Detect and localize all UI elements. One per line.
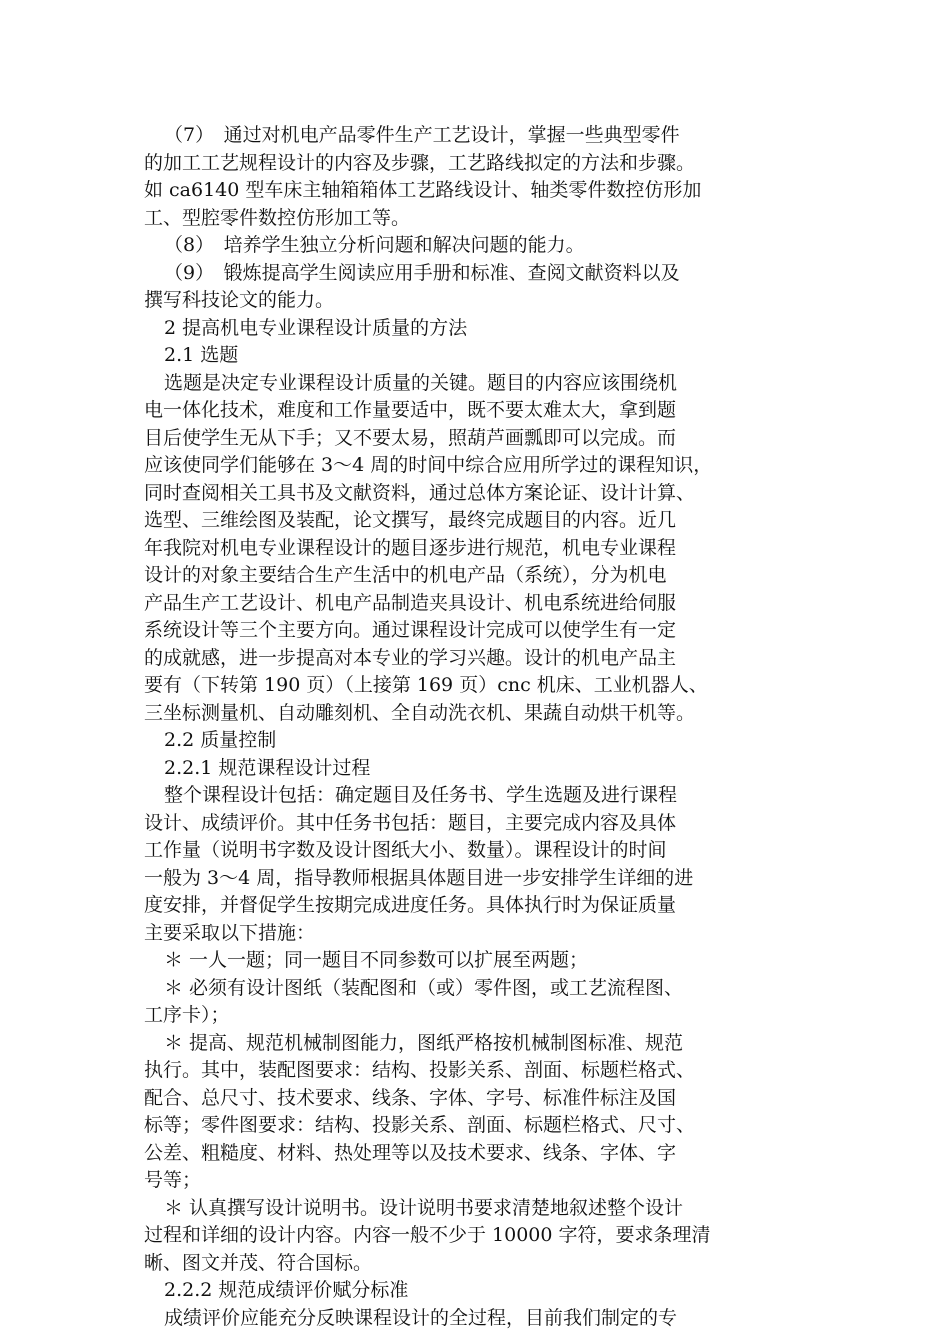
text-line: 2.1 选题 bbox=[164, 344, 239, 366]
text-line: 设计、成绩评价。其中任务书包括：题目，主要完成内容及具体 bbox=[144, 811, 677, 834]
text-line: 电一体化技术，难度和工作量要适中，既不要太难太大，拿到题 bbox=[144, 399, 677, 421]
text-line: 2 提高机电专业课程设计质量的方法 bbox=[164, 316, 468, 339]
text-line: 2.2.2 规范成绩评价赋分标准 bbox=[164, 1279, 409, 1301]
text-line: 晰、图文并茂、符合国标。 bbox=[144, 1251, 373, 1274]
text-line: 如 ca6140 型车床主轴箱箱体工艺路线设计、轴类零件数控仿形加 bbox=[144, 179, 702, 201]
text-line: 目后使学生无从下手；又不要太易，照葫芦画瓢即可以完成。而 bbox=[144, 426, 677, 449]
text-line: 配合、总尺寸、技术要求、线条、字体、字号、标准件标注及国 bbox=[144, 1086, 677, 1109]
text-line: 度安排，并督促学生按期完成进度任务。具体执行时为保证质量 bbox=[144, 894, 677, 916]
text-line: 要有（下转第 190 页）（上接第 169 页）cnc 机床、工业机器人、 bbox=[144, 674, 708, 696]
text-line: ＊ 认真撰写设计说明书。设计说明书要求清楚地叙述整个设计 bbox=[164, 1196, 684, 1219]
text-line: 设计的对象主要结合生产生活中的机电产品（系统），分为机电 bbox=[144, 564, 667, 586]
text-line: 成绩评价应能充分反映课程设计的全过程，目前我们制定的专 bbox=[164, 1306, 678, 1329]
text-line: ＊ 提高、规范机械制图能力，图纸严格按机械制图标准、规范 bbox=[164, 1031, 684, 1054]
text-line: 2.2 质量控制 bbox=[164, 729, 277, 751]
text-line: 工作量（说明书字数及设计图纸大小、数量）。课程设计的时间 bbox=[144, 839, 667, 861]
text-line: 过程和详细的设计内容。内容一般不少于 10000 字符，要求条理清 bbox=[144, 1224, 711, 1246]
document-body bbox=[144, 122, 844, 1332]
text-line: 主要采取以下措施： bbox=[144, 921, 316, 944]
text-line: 系统设计等三个主要方向。通过课程设计完成可以使学生有一定 bbox=[144, 619, 677, 641]
text-line: 整个课程设计包括：确定题目及任务书、学生选题及进行课程 bbox=[164, 784, 678, 806]
text-line: 三坐标测量机、自动雕刻机、全自动洗衣机、果蔬自动烘干机等。 bbox=[144, 701, 696, 724]
text-line: （7） 通过对机电产品零件生产工艺设计，掌握一些典型零件 bbox=[164, 124, 680, 146]
text-line: ＊ 一人一题；同一题目不同参数可以扩展至两题； bbox=[164, 949, 589, 971]
text-line: 标等；零件图要求：结构、投影关系、剖面、标题栏格式、尺寸、 bbox=[144, 1114, 696, 1136]
text-line: 应该使同学们能够在 3～4 周的时间中综合应用所学过的课程知识， bbox=[144, 454, 713, 476]
text-line: 公差、粗糙度、材料、热处理等以及技术要求、线条、字体、字 bbox=[144, 1141, 677, 1164]
text-line: 的成就感，进一步提高对本专业的学习兴趣。设计的机电产品主 bbox=[144, 646, 677, 669]
text-line: 工、型腔零件数控仿形加工等。 bbox=[144, 206, 411, 229]
text-line: 选型、三维绘图及装配，论文撰写，最终完成题目的内容。近几 bbox=[144, 509, 677, 531]
text-line: 一般为 3～4 周，指导教师根据具体题目进一步安排学生详细的进 bbox=[144, 866, 694, 889]
text-line: 撰写科技论文的能力。 bbox=[144, 289, 335, 311]
text-line: 工序卡）； bbox=[144, 1004, 230, 1026]
text-line: 号等； bbox=[144, 1169, 202, 1191]
text-line: 选题是决定专业课程设计质量的关键。题目的内容应该围绕机 bbox=[164, 371, 678, 394]
text-line: （8） 培养学生独立分析问题和解决问题的能力。 bbox=[164, 234, 585, 256]
text-line: ＊ 必须有设计图纸（装配图和（或）零件图，或工艺流程图、 bbox=[164, 976, 684, 999]
text-line: 的加工工艺规程设计的内容及步骤，工艺路线拟定的方法和步骤。 bbox=[144, 151, 696, 174]
text-line: （9） 锻炼提高学生阅读应用手册和标准、查阅文献资料以及 bbox=[164, 261, 680, 284]
text-line: 年我院对机电专业课程设计的题目逐步进行规范，机电专业课程 bbox=[144, 536, 677, 559]
text-line: 同时查阅相关工具书及文献资料，通过总体方案论证、设计计算、 bbox=[144, 481, 696, 504]
text-line: 产品生产工艺设计、机电产品制造夹具设计、机电系统进给伺服 bbox=[144, 591, 677, 614]
text-line: 2.2.1 规范课程设计过程 bbox=[164, 756, 371, 779]
text-line: 执行。其中，装配图要求：结构、投影关系、剖面、标题栏格式、 bbox=[144, 1059, 696, 1081]
